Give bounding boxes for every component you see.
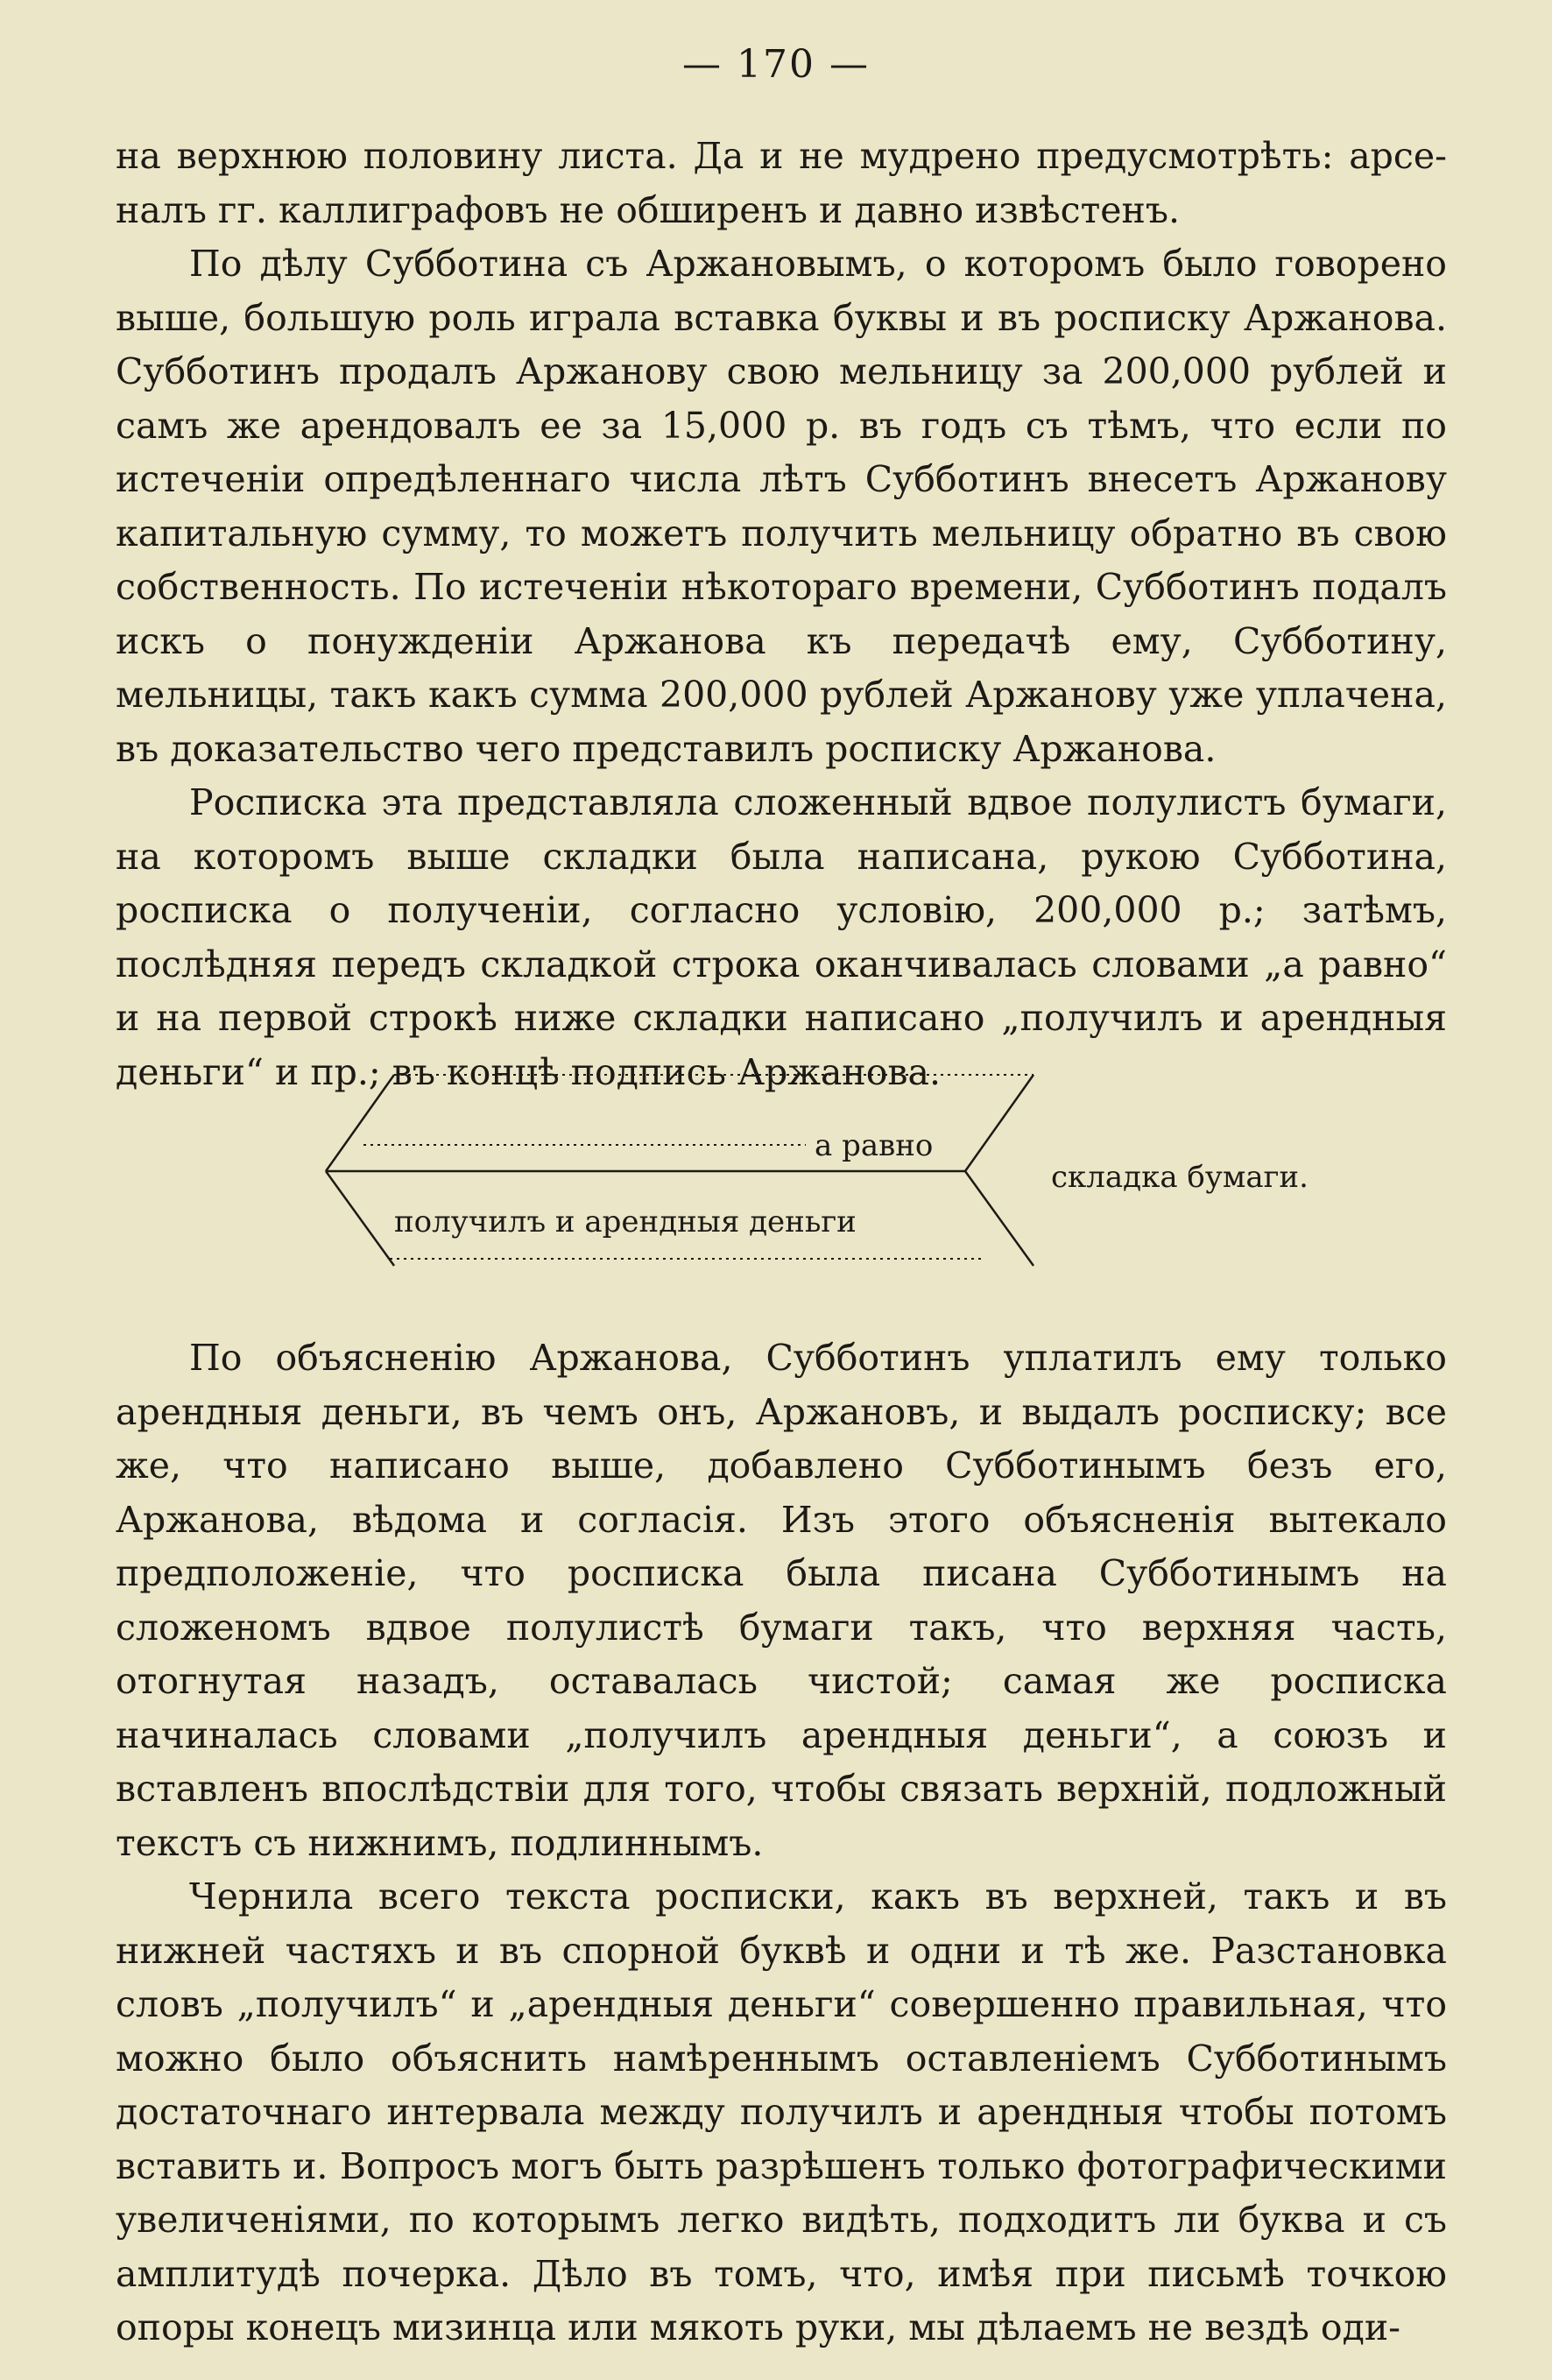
fold-side-label: складка бумаги.: [1051, 1160, 1309, 1195]
body-text-bottom: [116, 1331, 1447, 2355]
body-text-top: [116, 130, 1447, 1099]
fold-lower-label: получилъ и арендныя деньги: [394, 1204, 857, 1239]
paragraph-ink-analysis: Чернила всего текста росписки, какъ въ верхней, такъ и въ нижней частяхъ и въ спорной буквѣ и одни и тѣ же. Разстановка словъ „получилъ“ и „арендныя деньги“ совершенно правильная, что можно было объяснить намѣреннымъ оставленіемъ Субботинымъ достаточнаго интервала между получилъ и арендныя чтобы потомъ вставить и. Вопросъ могъ быть разрѣшенъ только фотографическими увеличеніями, по которымъ легко видѣть, подходитъ ли буква и съ амплитудѣ почерка. Дѣло въ томъ, что, имѣя при письмѣ точкою опоры конецъ мизинца или мякоть руки, мы дѣлаемъ не вездѣ оди-: [116, 1875, 1447, 2348]
fold-lower-right-edge: [965, 1171, 1033, 1266]
paragraph-receipt-description: Росписка эта представляла сложенный вдвое полулистъ бумаги, на которомъ выше складки была написана, рукою Субботина, росписка о полученіи, согласно условію, 200,000 р.; затѣмъ, послѣдняя передъ складкой строка оканчивалась словами „а равно“ и на первой строкѣ ниже складки написано „получилъ и арендныя деньги“ и пр.; въ концѣ подпись Аржанова.: [116, 781, 1447, 1093]
paper-fold-diagram: [307, 1064, 1358, 1318]
paragraph-subbotin-case: По дѣлу Субботина съ Аржановымъ, о которомъ было говорено выше, большую роль играла вставка буквы и въ росписку Аржанова. Субботинъ продалъ Аржанову свою мельницу за 200,000 рублей и самъ же арендовалъ ее за 15,000 р. въ годъ съ тѣмъ, что если по истеченіи опредѣленнаго числа лѣтъ Субботинъ внесетъ Аржанову капитальную сумму, то можетъ получить мельницу обратно въ свою собственность. По истеченіи нѣкотораго времени, Субботинъ подалъ искъ о понужденіи Аржанова къ передачѣ ему, Субботину, мельницы, такъ какъ сумма 200,000 рублей Аржанову уже уплачена, въ доказательство чего представилъ росписку Аржанова.: [116, 243, 1447, 770]
fold-upper-left-edge: [326, 1075, 394, 1171]
page-number: — 170 —: [682, 42, 870, 87]
fold-upper-label: а равно: [815, 1128, 934, 1163]
continued-paragraph: [116, 130, 1447, 237]
fold-upper-right-edge: [965, 1075, 1033, 1171]
text-line: на верхнюю половину листа. Да и не мудрено предусмотрѣть: арсе-: [116, 135, 1447, 177]
paragraph-arzhanov-explanation: По объясненію Аржанова, Субботинъ уплатилъ ему только арендныя деньги, въ чемъ онъ, Аржановъ, и выдалъ росписку; все же, что написано выше, добавлено Субботинымъ безъ его, Аржанова, вѣдома и согласія. Изъ этого объясненія вытекало предположеніе, что росписка была писана Субботинымъ на сложеномъ вдвое полулистѣ бумаги такъ, что верхняя часть, отогнутая назадъ, оставалась чистой; самая же росписка начиналась словами „получилъ арендныя деньги“, а союзъ и вставленъ впослѣдствіи для того, чтобы связать верхній, подложный текстъ съ нижнимъ, подлиннымъ.: [116, 1337, 1447, 1864]
text-line: налъ гг. каллиграфовъ не обширенъ и давно извѣстенъ.: [116, 188, 1181, 231]
fold-lower-left-edge: [326, 1171, 394, 1266]
